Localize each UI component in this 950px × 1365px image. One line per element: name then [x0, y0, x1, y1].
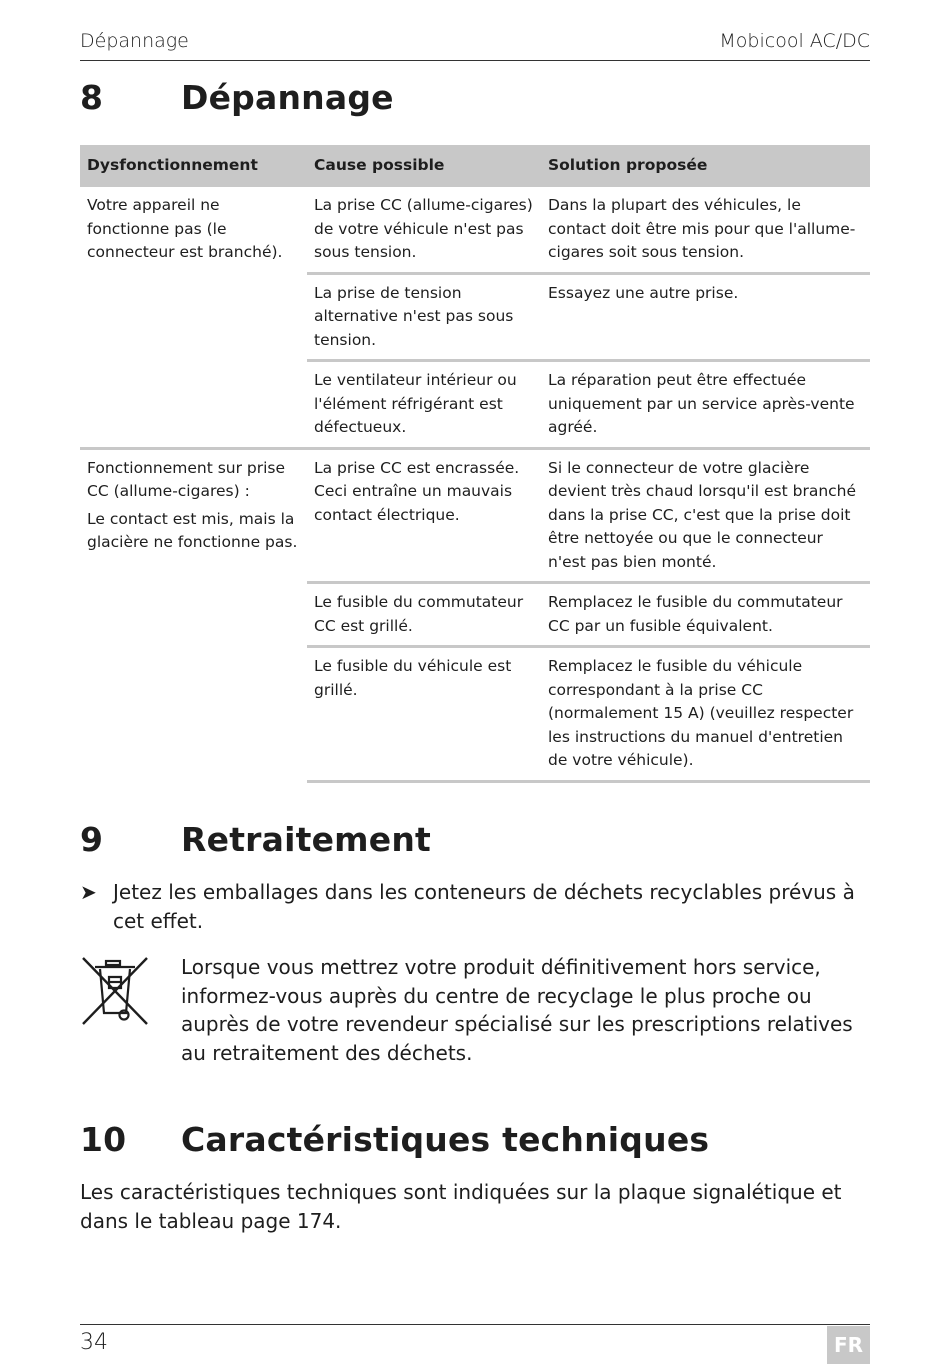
- malfunction-text: Fonctionnement sur prise CC (allume-cigares) :: [87, 458, 286, 500]
- technical-data-text: Les caractéristiques techniques sont indiquées sur la plaque signalétique et dans le tableau page 174.: [80, 1180, 842, 1233]
- cause-cell: Le fusible du véhicule est grillé.: [307, 647, 541, 782]
- malfunction-text: Le contact est mis, mais la glacière ne fonctionne pas.: [87, 509, 298, 551]
- section-10-number: 10: [80, 1120, 127, 1159]
- cause-cell: La prise de tension alternative n'est pas sous tension.: [307, 273, 541, 361]
- page-number: 34: [80, 1330, 108, 1355]
- cause-cell: Le ventilateur intérieur ou l'élément réfrigérant est défectueux.: [307, 361, 541, 449]
- section-9-title: Retraitement: [181, 820, 432, 859]
- solution-cell: Essayez une autre prise.: [541, 273, 870, 361]
- disposal-note: Lorsque vous mettrez votre produit définitivement hors service, informez-vous auprès du centre de recyclage le plus proche ou auprès de votre revendeur spécialisé sur les prescriptions relatives au retraitement des déchets.: [181, 955, 853, 1065]
- table-row: [80, 448, 870, 583]
- section-8-number: 8: [80, 78, 104, 117]
- packaging-bullet: [80, 878, 870, 936]
- crossed-out-wheelie-bin-icon: [80, 955, 150, 1027]
- column-header-malfunction: Dysfonctionnement: [80, 145, 307, 187]
- column-header-solution: Solution proposée: [541, 145, 870, 187]
- page-header: [80, 28, 870, 61]
- troubleshooting-table: [80, 145, 870, 783]
- malfunction-cell: [80, 448, 307, 781]
- solution-cell: Remplacez le fusible du commutateur CC par un fusible équivalent.: [541, 583, 870, 647]
- solution-cell: La réparation peut être effectuée uniquement par un service après-vente agréé.: [541, 361, 870, 449]
- language-badge: FR: [827, 1326, 870, 1364]
- solution-cell: Dans la plupart des véhicules, le contact doit être mis pour que l'allume-cigares soit sous tension.: [548, 196, 856, 261]
- header-product-name: Mobicool AC/DC: [719, 30, 870, 52]
- section-10-title: Caractéristiques techniques: [181, 1120, 710, 1159]
- packaging-instruction: Jetez les emballages dans les conteneurs de déchets recyclables prévus à cet effet.: [113, 880, 855, 933]
- arrow-bullet-icon: ➤: [80, 880, 97, 904]
- solution-cell: Si le connecteur de votre glacière devient très chaud lorsqu'il est branché dans la prise CC, c'est que la prise doit être nettoyée ou que le connecteur n'est pas bien monté.: [541, 448, 870, 583]
- malfunction-cell: [80, 187, 307, 448]
- cause-cell: La prise CC est encrassée. Ceci entraîne un mauvais contact électrique.: [307, 448, 541, 583]
- section-9-number: 9: [80, 820, 104, 859]
- section-8-title: Dépannage: [181, 78, 394, 117]
- footer-divider: [80, 1324, 870, 1325]
- column-header-cause: Cause possible: [307, 145, 541, 187]
- table-row: [80, 187, 870, 273]
- table-header-row: [80, 145, 870, 187]
- malfunction-text: Votre appareil ne fonctionne pas (le connecteur est branché).: [87, 196, 283, 261]
- solution-cell: Remplacez le fusible du véhicule correspondant à la prise CC (normalement 15 A) (veuillez respecter les instructions du manuel d'entretien de votre véhicule).: [541, 647, 870, 782]
- header-section-title: Dépannage: [80, 30, 189, 52]
- cause-cell: La prise CC (allume-cigares) de votre véhicule n'est pas sous tension.: [314, 196, 533, 261]
- cause-cell: Le fusible du commutateur CC est grillé.: [307, 583, 541, 647]
